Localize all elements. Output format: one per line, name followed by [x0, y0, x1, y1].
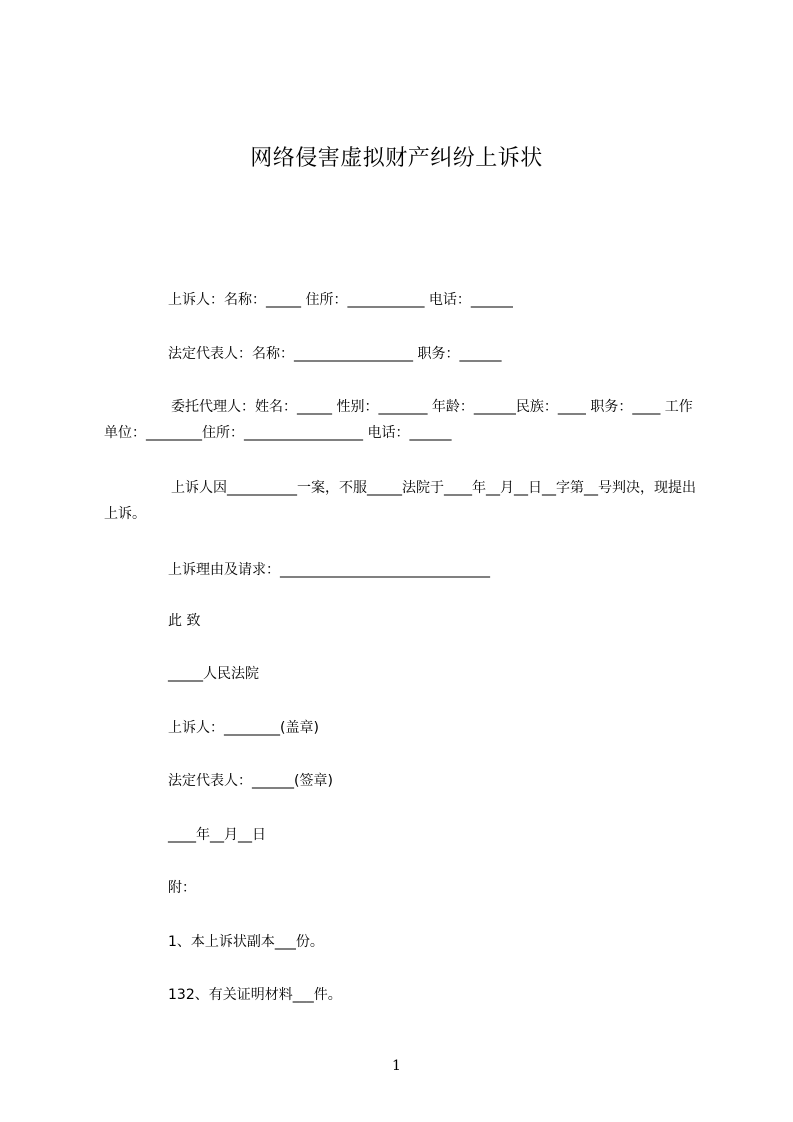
document-title: 网络侵害虚拟财产纠纷上诉状 [250, 146, 543, 171]
case-statement-paragraph: 上诉人因__________一案，不服_____法院于____年__月__日__字第__号判决，现提出上诉。 [104, 480, 696, 522]
attachment-item-2: 132、有关证明材料___件。 [168, 987, 342, 1003]
appellant-info-line: 上诉人：名称：_____ 住所：___________ 电话：______ [168, 292, 513, 308]
attachments-label: 附： [168, 880, 196, 896]
court-name-line: _____人民法院 [168, 666, 259, 682]
legal-rep-signature-line: 法定代表人：______(签章) [168, 773, 333, 789]
salutation-line: 此 致 [168, 613, 201, 629]
page-number: 1 [392, 1058, 401, 1074]
legal-representative-line: 法定代表人：名称：_________________ 职务：______ [168, 346, 502, 362]
agent-info-paragraph: 委托代理人：姓名：_____ 性别：_______ 年龄：______民族：____ 职务：____ 工作单位：________住所：_________________ 电话：______ [104, 399, 693, 441]
appeal-reasons-line: 上诉理由及请求：______________________________ [168, 562, 490, 578]
attachment-item-1: 1、本上诉状副本___份。 [168, 934, 324, 950]
date-line: ____年__月__日 [168, 827, 266, 843]
appellant-signature-line: 上诉人：________(盖章) [168, 720, 319, 736]
